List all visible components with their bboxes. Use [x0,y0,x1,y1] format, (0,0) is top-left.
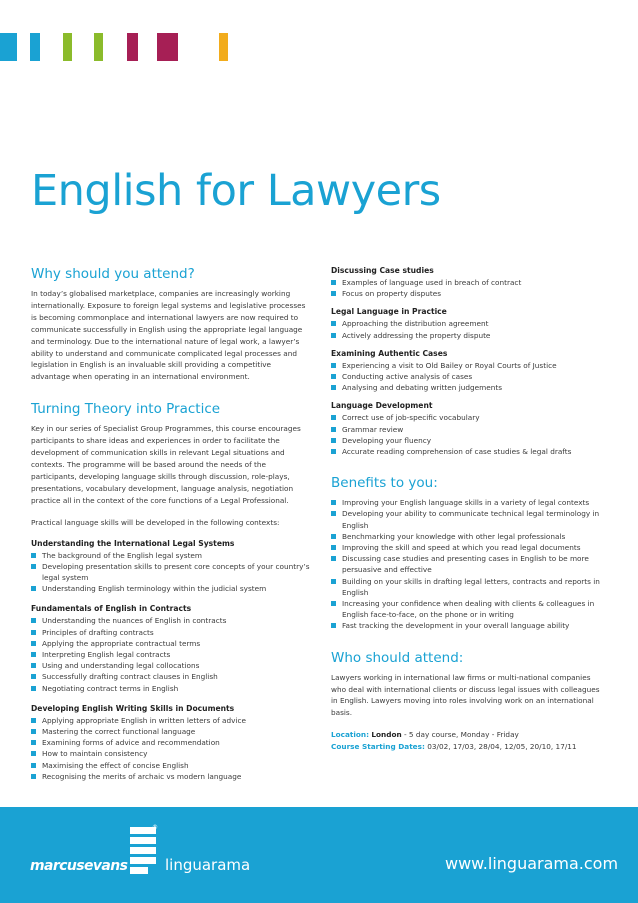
bullet-icon [31,751,36,756]
color-bar [0,33,17,61]
bullet-icon [331,601,336,606]
bullet-icon [31,763,36,768]
marcusevans-logo [30,824,160,875]
benefits-heading: Benefits to you: [331,475,438,492]
right-column [331,266,606,753]
list-item: Increasing your confidence when dealing with clients & colleagues in English face-to-face, on the phone or in writing [331,598,606,620]
list-item: Correct use of job-specific vocabulary [331,412,606,423]
list-item: Actively addressing the property dispute [331,330,606,341]
list-item: Using and understanding legal collocations [31,660,311,671]
bullet-icon [331,280,336,285]
list-item: Benchmarking your knowledge with other legal professionals [331,531,606,542]
list-item: Examining forms of advice and recommendation [31,737,311,748]
list-item: Negotiating contract terms in English [31,683,311,694]
benefits-list [331,497,606,631]
logo-text: marcusevans [30,858,128,874]
bullet-icon [331,500,336,505]
list-item: Recognising the merits of archaic vs modern language [31,771,311,782]
section-heading: Understanding the International Legal Systems [31,538,235,548]
bullet-icon [31,686,36,691]
dates-values: 03/02, 17/03, 28/04, 12/05, 20/10, 17/11 [424,742,577,752]
bullet-icon [331,321,336,326]
list-item: How to maintain consistency [31,748,311,759]
section-heading: Legal Language in Practice [331,307,447,317]
bullet-icon [331,511,336,516]
list-item: The background of the English legal system [31,550,311,561]
list-item: Examples of language used in breach of contract [331,277,606,288]
left-column [31,266,311,782]
location-label: Location: [331,730,370,740]
list-item: Analysing and debating written judgements [331,382,606,393]
bullet-icon [331,363,336,368]
color-bar [63,33,72,61]
color-bar [157,33,178,61]
bullet-icon [331,333,336,338]
location-details: - 5 day course, Monday - Friday [401,730,519,740]
list-item: Mastering the correct functional language [31,726,311,737]
why-body: In today’s globalised marketplace, companies are increasingly working internationally. Exposure to foreign legal systems and legislative processes is becoming commonplace and international lawyers are now required to communicate successfully in English using the appropriate legal language and terminology. Due to the international nature of legal work, a lawyer’s ability to understand and communicate complicated legal processes and legislation in English is an invaluable skill providing a competitive advantage when operating in an international environment. [31,289,306,382]
dates-line [331,741,606,753]
section-language-development [331,401,606,457]
bullet-icon [331,415,336,420]
list-item: Improving your English language skills in a variety of legal contexts [331,497,606,508]
list-item: Building on your skills in drafting legal letters, contracts and reports in English [331,576,606,598]
section-case-studies [331,266,606,299]
bullet-icon [331,385,336,390]
section-heading: Fundamentals of English in Contracts [31,604,192,614]
section-legal-systems [31,539,311,595]
list-item: Approaching the distribution agreement [331,318,606,329]
list-item: Focus on property disputes [331,288,606,299]
bullet-icon [331,291,336,296]
header-color-bars [0,33,240,61]
theory-intro: Practical language skills will be developed in the following contexts: [31,517,280,527]
list-item: Interpreting English legal contracts [31,649,311,660]
list-item: Fast tracking the development in your overall language ability [331,620,606,631]
bullet-icon [31,641,36,646]
color-bar [127,33,138,61]
section-heading: Examining Authentic Cases [331,348,448,358]
who-heading: Who should attend: [331,649,464,666]
bullet-icon [31,674,36,679]
bullet-icon [31,774,36,779]
theory-heading: Turning Theory into Practice [31,401,221,418]
bullet-icon [31,630,36,635]
page-title: English for Lawyers [31,165,441,216]
bullet-icon [331,579,336,584]
dates-label: Course Starting Dates: [331,742,425,752]
bullet-icon [331,556,336,561]
bullet-icon [331,374,336,379]
list-item: Improving the skill and speed at which you read legal documents [331,542,606,553]
brand-name: linguarama [165,856,251,874]
section-authentic-cases [331,349,606,394]
list-item: Applying appropriate English in written letters of advice [31,715,311,726]
list-item: Conducting active analysis of cases [331,371,606,382]
bullet-icon [31,564,36,569]
website-link[interactable]: www.linguarama.com [445,854,619,873]
theory-body: Key in our series of Specialist Group Programmes, this course encourages participants to share ideas and experiences in order to facilitate the development of communication skills in relevant Legal situations and contexts. The programme will be based around the needs of the participants, developing language skills through discussion, role-plays, presentations, vocabulary development, language analysis, negotiation practice all in the context of the core functions of a Legal Professional. [31,424,301,505]
list-item: Experiencing a visit to Old Bailey or Royal Courts of Justice [331,360,606,371]
logo-mark-icon [130,827,156,875]
section-heading: Developing English Writing Skills in Documents [31,703,235,713]
who-body: Lawyers working in international law firms or multi-national companies who deal with international clients or discuss legal issues with colleagues in English. Lawyers moving into roles involving work on an international basis. [331,672,600,718]
section-heading: Discussing Case studies [331,266,434,275]
list-item: Developing your ability to communicate technical legal terminology in English [331,508,606,530]
list-item: Maximising the effect of concise English [31,760,311,771]
bullet-icon [331,438,336,443]
location-line [331,729,606,741]
bullet-icon [331,534,336,539]
list-item: Successfully drafting contract clauses in English [31,671,311,682]
color-bar [30,33,40,61]
list-item: Developing presentation skills to present core concepts of your country’s legal system [31,561,311,583]
list-item: Understanding the nuances of English in contracts [31,615,311,626]
list-item: Discussing case studies and presenting cases in English to be more persuasive and effective [331,553,606,575]
section-writing [31,704,311,782]
color-bar [219,33,228,61]
list-item: Accurate reading comprehension of case studies & legal drafts [331,446,606,457]
list-item: Understanding English terminology within the judicial system [31,583,311,594]
list-item: Applying the appropriate contractual terms [31,638,311,649]
bullet-icon [331,427,336,432]
bullet-icon [331,623,336,628]
bullet-icon [31,729,36,734]
why-heading: Why should you attend? [31,266,195,282]
color-bar [94,33,103,61]
list-item: Developing your fluency [331,435,606,446]
bullet-icon [331,449,336,454]
bullet-icon [31,553,36,558]
section-heading: Language Development [331,401,433,411]
registered-mark: ® [152,824,158,831]
bullet-icon [31,718,36,723]
bullet-icon [331,545,336,550]
section-contracts [31,604,311,693]
bullet-icon [31,663,36,668]
bullet-icon [31,652,36,657]
location-city: London [371,730,402,740]
list-item: Principles of drafting contracts [31,627,311,638]
section-legal-language [331,307,606,340]
bullet-icon [31,740,36,745]
bullet-icon [31,586,36,591]
list-item: Grammar review [331,424,606,435]
bullet-icon [31,618,36,623]
